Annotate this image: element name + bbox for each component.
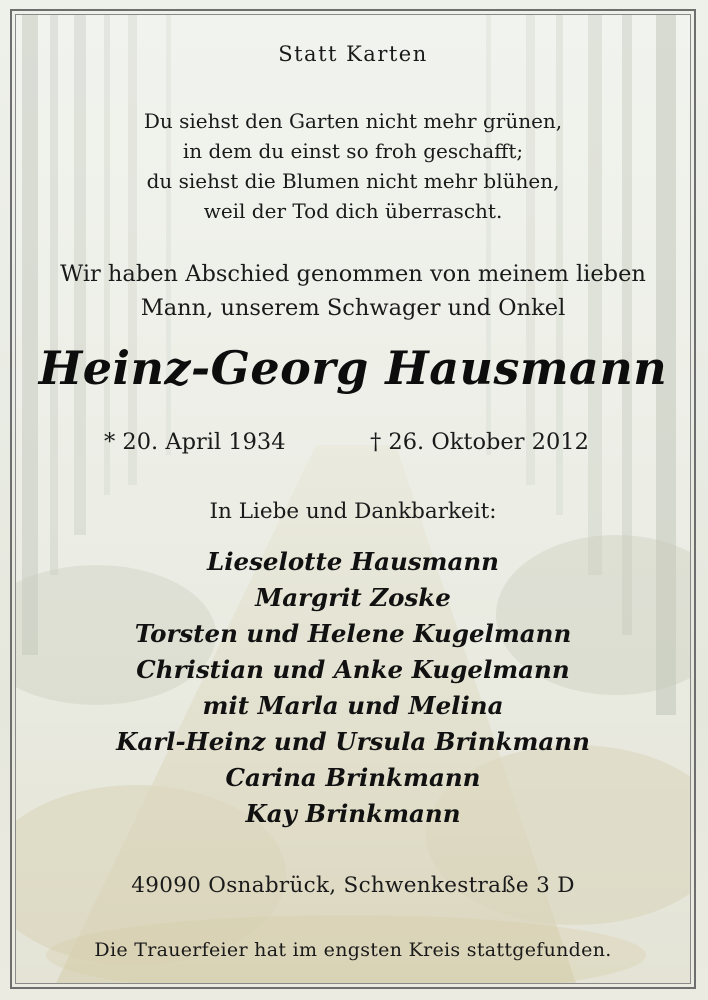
mourner-name: Christian und Anke Kugelmann [136,655,570,684]
mourner-name: Torsten und Helene Kugelmann [134,619,572,648]
thanks-heading: In Liebe und Dankbarkeit: [209,499,497,524]
poem-line: in dem du einst so froh geschafft; [182,139,524,163]
mourner-name: Carina Brinkmann [225,763,481,792]
death-date: † 26. Oktober 2012 [370,429,589,455]
poem-line: weil der Tod dich überrascht. [203,199,503,223]
funeral-note: Die Trauerfeier hat im engsten Kreis stattgefunden. [94,939,612,961]
intro-line: Wir haben Abschied genommen von meinem lieben [60,261,646,287]
address: 49090 Osnabrück, Schwenkestraße 3 D [131,873,575,898]
mourner-name: Karl-Heinz und Ursula Brinkmann [116,727,590,756]
mourner-name: Margrit Zoske [255,583,451,612]
mourner-name: mit Marla und Melina [202,691,504,720]
poem-line: du siehst die Blumen nicht mehr blühen, [146,169,560,193]
deceased-name: Heinz-Georg Hausmann [38,341,668,395]
birth-date: * 20. April 1934 [104,429,286,455]
notice-text [16,15,690,983]
intro-line: Mann, unserem Schwager und Onkel [140,295,566,321]
poem-line: Du siehst den Garten nicht mehr grünen, [143,109,563,133]
header-statt-karten: Statt Karten [278,42,428,66]
mourner-name: Kay Brinkmann [245,799,461,828]
mourner-name: Lieselotte Hausmann [207,547,499,576]
